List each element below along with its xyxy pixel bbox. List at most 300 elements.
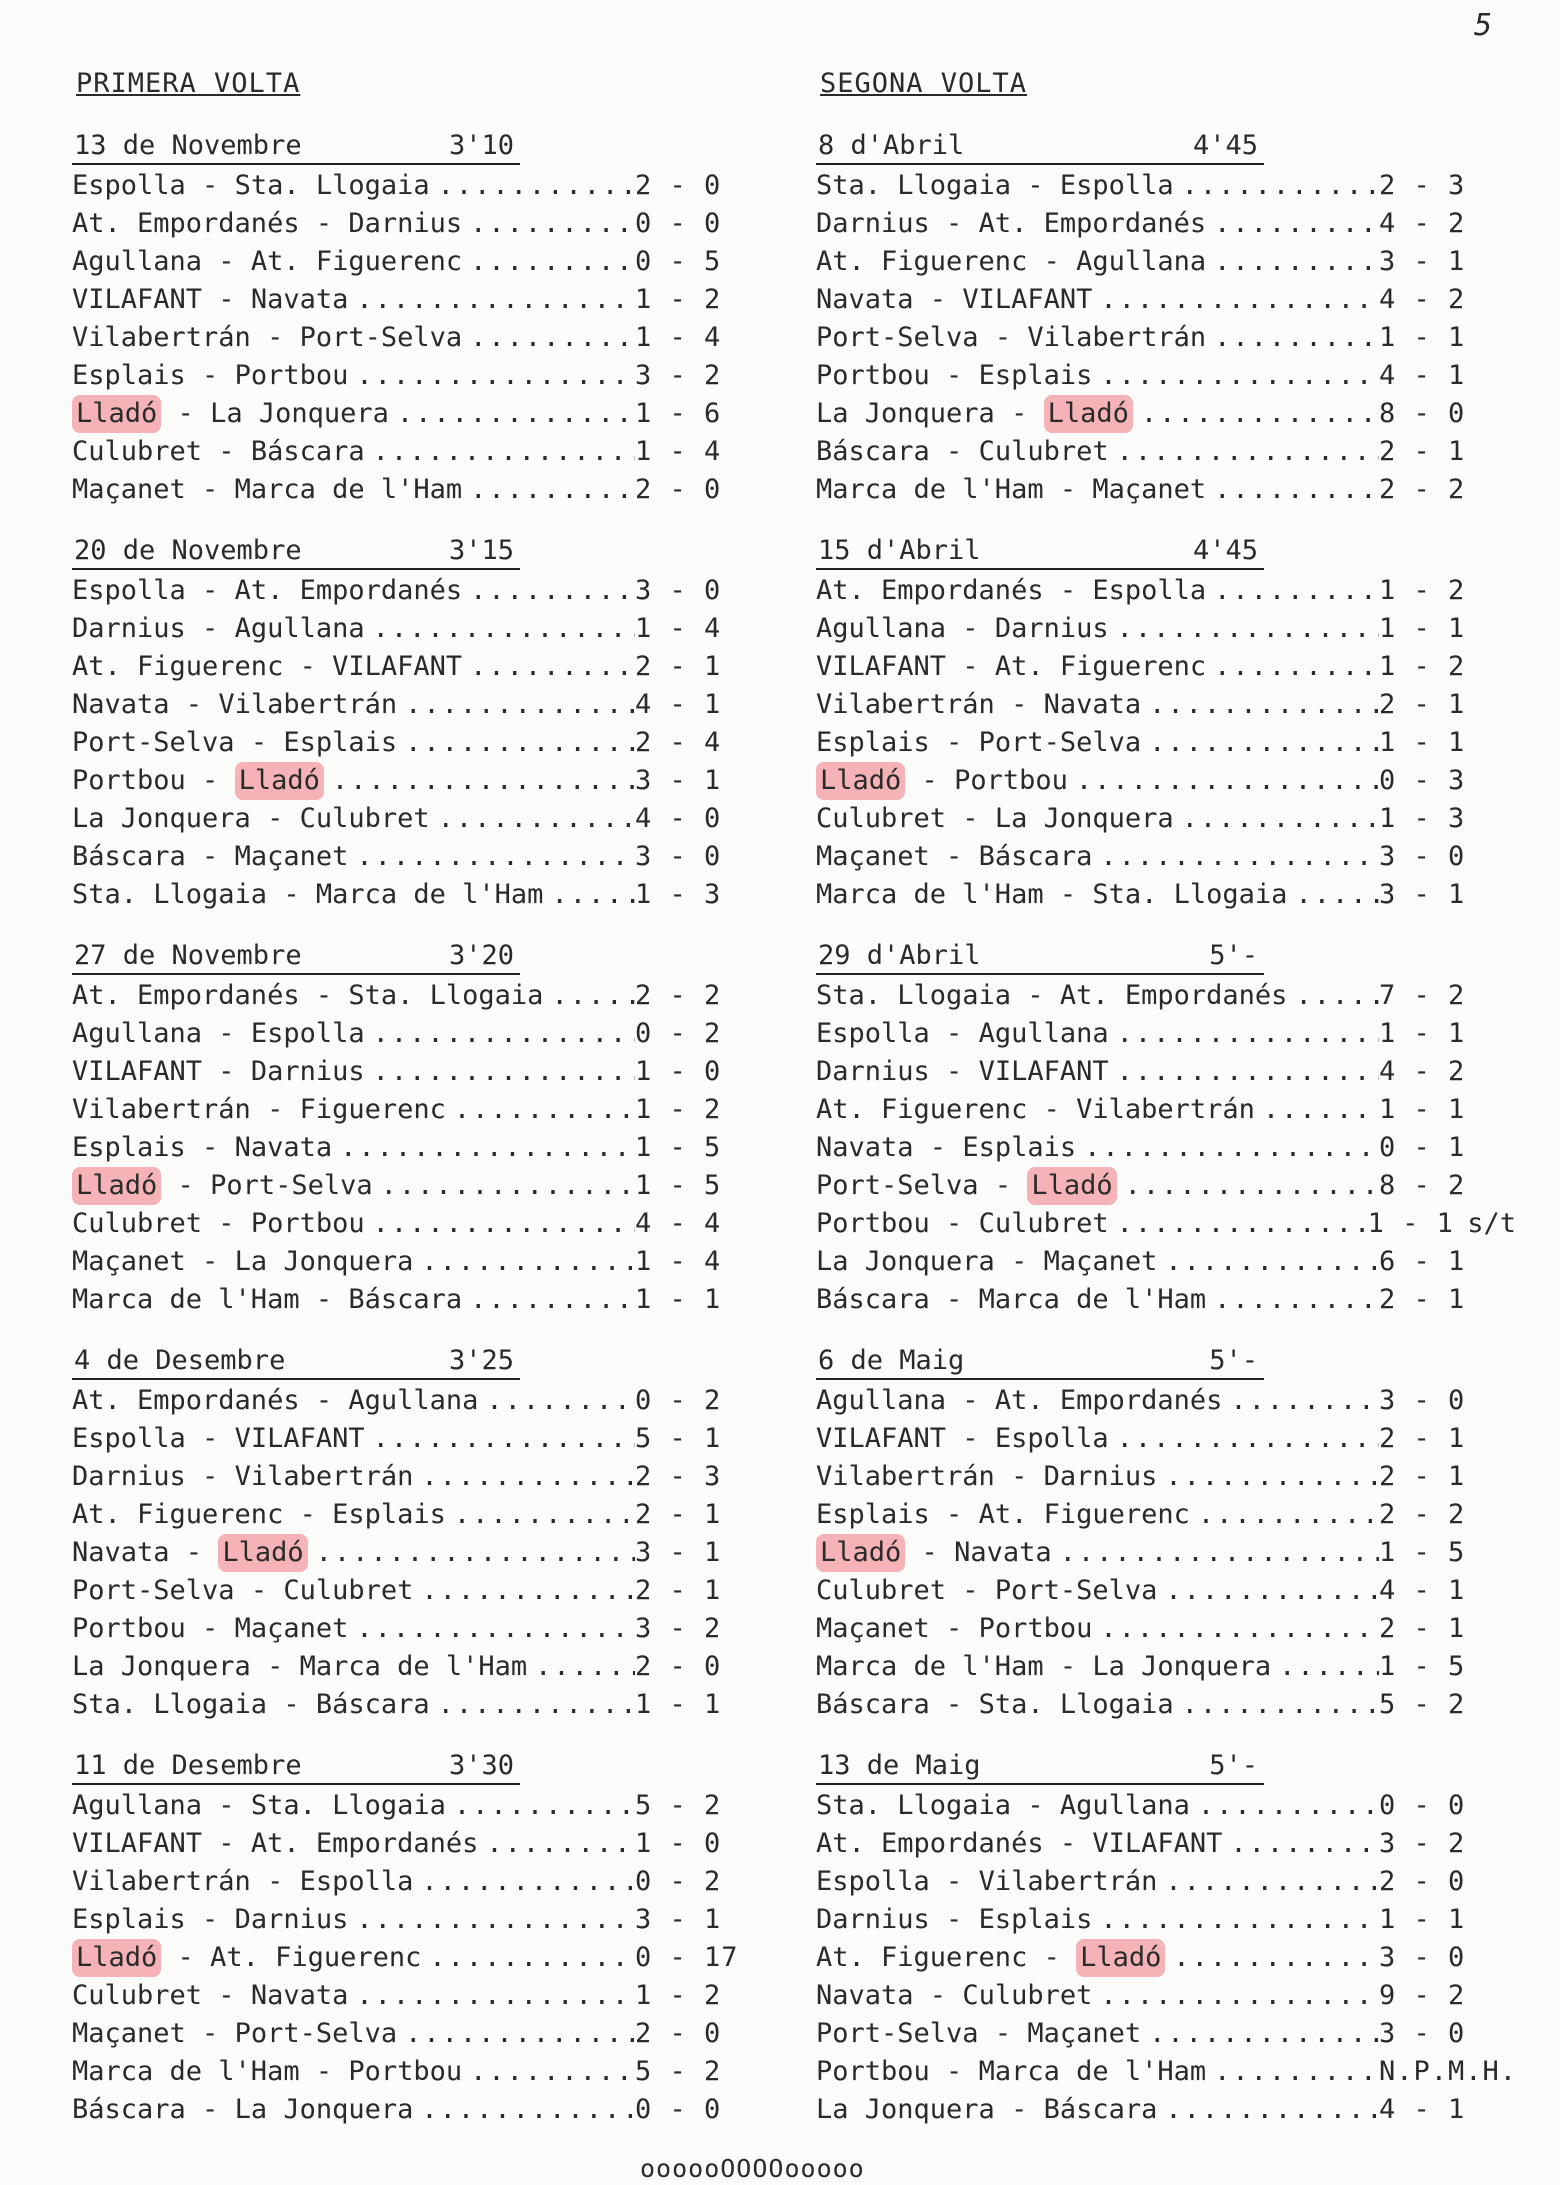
home-team: Navata xyxy=(72,689,170,720)
leader-dots xyxy=(1100,1610,1379,1648)
home-team: Vilabertrán xyxy=(72,1094,251,1125)
match-score: 4 - 1 xyxy=(1379,360,1466,391)
team-separator: - xyxy=(929,208,979,239)
home-team: VILAFANT xyxy=(72,1828,203,1859)
team-separator: - xyxy=(929,1499,979,1530)
home-team: Esplais xyxy=(816,1499,930,1530)
team-separator: - xyxy=(185,1904,235,1935)
match-score: 4 - 1 xyxy=(1379,1575,1466,1606)
match-teams xyxy=(816,1686,1379,1724)
match-teams xyxy=(816,1205,1368,1243)
match-teams xyxy=(72,1458,635,1496)
leader-dots xyxy=(1295,977,1379,1015)
match-score: 2 - 0 xyxy=(635,474,722,505)
team-separator: - xyxy=(299,1385,349,1416)
match-row xyxy=(72,471,772,509)
away-team: VILAFANT xyxy=(1092,1828,1223,1859)
match-score: 5 - 1 xyxy=(635,1423,722,1454)
match-row xyxy=(816,762,1516,800)
match-row xyxy=(816,724,1516,762)
away-team: Vilabertrán xyxy=(234,1461,414,1492)
away-team: Marca de l'Ham xyxy=(978,1284,1207,1315)
leader-dots xyxy=(405,724,635,762)
match-score: 3 - 1 xyxy=(635,1537,722,1568)
away-team: Espolla xyxy=(994,1423,1109,1454)
match-score: 1 - 1 xyxy=(1367,1208,1454,1239)
home-team: Navata xyxy=(816,284,914,315)
leader-dots xyxy=(1198,1787,1379,1825)
match-row xyxy=(72,648,772,686)
match-score: 1 - 5 xyxy=(1379,1537,1466,1568)
leader-dots xyxy=(356,838,635,876)
home-team: Báscara xyxy=(816,1284,930,1315)
team-separator: - xyxy=(913,284,963,315)
leader-dots xyxy=(454,1496,635,1534)
away-team: Port-Selva xyxy=(210,1170,373,1201)
match-score: 3 - 2 xyxy=(635,360,722,391)
match-teams xyxy=(816,876,1379,914)
home-team: Agullana xyxy=(72,1018,203,1049)
match-row xyxy=(816,800,1516,838)
home-team: At. Empordanés xyxy=(816,575,1044,606)
match-teams xyxy=(72,1205,635,1243)
match-teams xyxy=(72,471,635,509)
away-team: Darnius xyxy=(348,208,463,239)
home-team: At. Empordanés xyxy=(816,1828,1044,1859)
team-separator: - xyxy=(283,1499,333,1530)
away-team: Port-Selva xyxy=(299,322,463,353)
team-separator: - xyxy=(929,1284,979,1315)
away-team: VILAFANT xyxy=(332,651,463,682)
match-score: 1 - 2 xyxy=(1379,575,1466,606)
away-team: Marca de l'Ham xyxy=(234,474,463,505)
match-teams xyxy=(72,1787,635,1825)
home-team: VILAFANT xyxy=(72,1056,203,1087)
match-score: 4 - 2 xyxy=(1379,284,1466,315)
home-team: Culubret xyxy=(816,1575,947,1606)
match-row xyxy=(816,1939,1516,1977)
match-score: 1 - 2 xyxy=(635,1980,722,2011)
team-separator: - xyxy=(267,1689,316,1720)
leader-dots xyxy=(470,2053,635,2091)
leader-dots xyxy=(1214,319,1379,357)
leader-dots xyxy=(373,610,635,648)
home-team: Culubret xyxy=(72,1980,203,2011)
match-row xyxy=(72,1091,772,1129)
away-team: Lladó xyxy=(218,1534,307,1572)
match-teams xyxy=(816,1610,1379,1648)
away-team: Portbou xyxy=(978,1613,1093,1644)
match-teams xyxy=(816,1420,1379,1458)
leader-dots xyxy=(1198,1496,1379,1534)
match-score: 3 - 1 xyxy=(1379,246,1466,277)
round-date: 29 d'Abril xyxy=(818,940,981,971)
home-team: Vilabertrán xyxy=(816,1461,995,1492)
team-separator: - xyxy=(1011,980,1060,1011)
round-block xyxy=(72,940,772,1319)
away-team: Darnius xyxy=(994,613,1109,644)
match-teams xyxy=(816,1015,1379,1053)
away-team: Port-Selva xyxy=(994,1575,1158,1606)
leader-dots xyxy=(405,2015,635,2053)
match-score: 4 - 4 xyxy=(635,1208,722,1239)
home-team: La Jonquera xyxy=(816,398,995,429)
team-separator: - xyxy=(185,2018,235,2049)
home-team: Darnius xyxy=(816,1056,930,1087)
home-team: Vilabertrán xyxy=(72,1866,251,1897)
match-teams xyxy=(816,243,1379,281)
match-teams xyxy=(816,800,1379,838)
leader-dots xyxy=(1182,1686,1379,1724)
away-team: Culubret xyxy=(962,1980,1093,2011)
match-teams xyxy=(72,2015,635,2053)
leader-dots xyxy=(1100,1901,1379,1939)
away-team: Portbou xyxy=(954,765,1068,796)
away-team: La Jonquera xyxy=(234,2094,414,2125)
match-row xyxy=(72,2091,772,2129)
leader-dots xyxy=(1125,1167,1379,1205)
match-teams xyxy=(816,1901,1379,1939)
home-team: Port-Selva xyxy=(72,1575,235,1606)
match-row xyxy=(72,762,772,800)
home-team: Agullana xyxy=(816,613,947,644)
match-teams xyxy=(816,1534,1379,1572)
round-time: 5'- xyxy=(1209,940,1258,971)
match-teams xyxy=(72,1496,635,1534)
away-team: Darnius xyxy=(1043,1461,1158,1492)
away-team: Agullana xyxy=(1059,1790,1190,1821)
match-row xyxy=(72,1205,772,1243)
away-team: La Jonquera xyxy=(1092,1651,1272,1682)
team-separator: - xyxy=(250,803,300,834)
match-row xyxy=(72,1648,772,1686)
match-teams xyxy=(816,1281,1379,1319)
home-team: At. Figuerenc xyxy=(72,651,284,682)
match-teams xyxy=(816,357,1379,395)
away-team: Portbou xyxy=(250,1208,365,1239)
match-score: 2 - 1 xyxy=(1379,1613,1466,1644)
team-separator: - xyxy=(929,1208,979,1239)
match-score: 3 - 1 xyxy=(635,765,722,796)
away-team: Lladó xyxy=(1076,1939,1165,1977)
match-teams xyxy=(72,1015,635,1053)
match-row xyxy=(816,648,1516,686)
match-teams xyxy=(72,1977,635,2015)
match-row xyxy=(816,1420,1516,1458)
first-round-title: PRIMERA VOLTA xyxy=(76,68,301,99)
team-separator: - xyxy=(185,474,235,505)
page-number: 5 xyxy=(1474,8,1493,43)
match-row xyxy=(816,1648,1516,1686)
leader-dots xyxy=(1214,648,1379,686)
away-team: Vilabertrán xyxy=(978,1866,1158,1897)
match-score: 1 - 6 xyxy=(635,398,722,429)
round-block xyxy=(816,940,1516,1319)
team-separator: - xyxy=(978,1170,1028,1201)
leader-dots xyxy=(454,1091,635,1129)
away-team: Figuerenc xyxy=(299,1094,446,1125)
match-score: 0 - 0 xyxy=(635,2094,722,2125)
leader-dots xyxy=(470,1281,635,1319)
team-separator: - xyxy=(994,689,1044,720)
match-row xyxy=(72,167,772,205)
match-teams xyxy=(816,1977,1379,2015)
match-score: 1 - 1 xyxy=(1379,727,1466,758)
leader-dots xyxy=(1117,1015,1379,1053)
match-row xyxy=(72,838,772,876)
match-teams xyxy=(72,838,635,876)
round-time: 4'45 xyxy=(1192,130,1258,161)
match-teams xyxy=(816,1167,1379,1205)
match-row xyxy=(816,876,1516,914)
home-team: Báscara xyxy=(72,841,186,872)
home-team: Espolla xyxy=(816,1866,930,1897)
home-team: Culubret xyxy=(816,803,947,834)
team-separator: - xyxy=(185,765,235,796)
match-row xyxy=(816,319,1516,357)
match-teams xyxy=(72,395,635,433)
away-team: Esplais xyxy=(962,1132,1077,1163)
away-team: La Jonquera xyxy=(234,1246,414,1277)
match-row xyxy=(816,1977,1516,2015)
leader-dots xyxy=(1182,800,1379,838)
away-team: Maçanet xyxy=(1043,1246,1158,1277)
match-row xyxy=(816,433,1516,471)
round-block xyxy=(72,130,772,509)
leader-dots xyxy=(1165,1863,1379,1901)
away-team: VILAFANT xyxy=(234,1423,365,1454)
match-teams xyxy=(72,2091,635,2129)
match-row xyxy=(72,800,772,838)
away-team: Agullana xyxy=(348,1385,479,1416)
match-teams xyxy=(816,1648,1379,1686)
home-team: Marca de l'Ham xyxy=(72,2056,300,2087)
match-score: 4 - 1 xyxy=(1379,2094,1466,2125)
away-team: La Jonquera xyxy=(210,398,389,429)
away-team: Navata xyxy=(234,1132,333,1163)
leader-dots xyxy=(1100,1977,1379,2015)
team-separator: - xyxy=(185,841,235,872)
match-teams xyxy=(72,724,635,762)
match-score: 0 - 5 xyxy=(635,246,722,277)
home-team: Sta. Llogaia xyxy=(72,879,268,910)
match-score: 3 - 0 xyxy=(1379,1942,1466,1973)
home-team: Portbou xyxy=(72,765,186,796)
home-team: Portbou xyxy=(816,2056,930,2087)
leader-dots xyxy=(1165,2091,1379,2129)
away-team: Portbou xyxy=(234,360,349,391)
home-team: Portbou xyxy=(72,1613,186,1644)
round-header xyxy=(72,1345,520,1380)
match-score: 1 - 5 xyxy=(1379,1651,1466,1682)
round-header xyxy=(816,535,1264,570)
away-team: Vilabertrán xyxy=(218,689,398,720)
match-score: 4 - 1 xyxy=(635,689,722,720)
round-time: 3'20 xyxy=(448,940,514,971)
leader-dots xyxy=(1060,1534,1379,1572)
leader-dots xyxy=(1149,2015,1379,2053)
team-separator: - xyxy=(202,1056,251,1087)
match-row xyxy=(816,1572,1516,1610)
team-separator: - xyxy=(929,360,979,391)
team-separator: - xyxy=(202,246,251,277)
away-team: Espolla xyxy=(1092,575,1207,606)
match-score: 5 - 2 xyxy=(635,2056,722,2087)
match-teams xyxy=(72,1281,635,1319)
team-separator: - xyxy=(234,1575,284,1606)
match-row xyxy=(816,1382,1516,1420)
team-separator: - xyxy=(1043,1828,1093,1859)
home-team: Darnius xyxy=(72,1461,186,1492)
match-teams xyxy=(816,762,1379,800)
match-teams xyxy=(816,2015,1379,2053)
team-separator: - xyxy=(267,879,316,910)
match-teams xyxy=(72,1382,635,1420)
team-separator: - xyxy=(946,1423,995,1454)
away-team: Esplais xyxy=(332,1499,446,1530)
team-separator: - xyxy=(250,322,300,353)
match-score: 0 - 2 xyxy=(635,1866,722,1897)
leader-dots xyxy=(470,243,635,281)
match-row xyxy=(72,1382,772,1420)
match-note: s/t xyxy=(1467,1208,1516,1239)
away-team: Maçanet xyxy=(1092,474,1207,505)
match-teams xyxy=(72,762,635,800)
match-row xyxy=(816,838,1516,876)
away-team: Culubret xyxy=(299,803,430,834)
home-team: Portbou xyxy=(816,1208,930,1239)
leader-dots xyxy=(486,1825,635,1863)
match-row xyxy=(816,1901,1516,1939)
team-separator: - xyxy=(1027,246,1077,277)
match-row xyxy=(816,610,1516,648)
match-score: 8 - 0 xyxy=(1379,398,1466,429)
away-team: Portbou xyxy=(348,2056,463,2087)
match-teams xyxy=(72,1053,635,1091)
leader-dots xyxy=(421,2091,635,2129)
match-teams xyxy=(72,1167,635,1205)
home-team: At. Figuerenc xyxy=(816,1094,1028,1125)
team-separator: - xyxy=(185,1423,235,1454)
away-team: Navata xyxy=(250,284,349,315)
match-teams xyxy=(72,319,635,357)
leader-dots xyxy=(1165,1243,1379,1281)
round-time: 5'- xyxy=(1209,1750,1258,1781)
leader-dots xyxy=(438,1686,635,1724)
home-team: Marca de l'Ham xyxy=(816,879,1044,910)
leader-dots xyxy=(470,205,635,243)
match-row xyxy=(72,1534,772,1572)
match-teams xyxy=(816,572,1379,610)
match-teams xyxy=(72,1243,635,1281)
leader-dots xyxy=(1182,167,1379,205)
match-teams xyxy=(72,1534,635,1572)
leader-dots xyxy=(1149,724,1379,762)
match-teams xyxy=(816,1496,1379,1534)
match-row xyxy=(816,1243,1516,1281)
team-separator: - xyxy=(946,803,995,834)
leader-dots xyxy=(1263,1091,1379,1129)
team-separator: - xyxy=(250,1094,300,1125)
match-row xyxy=(72,1572,772,1610)
round-date: 8 d'Abril xyxy=(818,130,965,161)
home-team: Espolla xyxy=(72,575,186,606)
away-team: Marca de l'Ham xyxy=(315,879,544,910)
home-team: La Jonquera xyxy=(72,803,251,834)
match-teams xyxy=(72,205,635,243)
match-row xyxy=(816,1281,1516,1319)
away-team: Navata xyxy=(1043,689,1142,720)
match-teams xyxy=(816,1053,1379,1091)
team-separator: - xyxy=(929,1018,979,1049)
round-date: 15 d'Abril xyxy=(818,535,981,566)
team-separator: - xyxy=(1043,1651,1093,1682)
leader-dots xyxy=(438,800,635,838)
team-separator: - xyxy=(1027,1094,1077,1125)
away-team: Báscara xyxy=(1043,2094,1158,2125)
match-row xyxy=(816,2091,1516,2129)
match-row xyxy=(72,1787,772,1825)
round-header xyxy=(816,130,1264,165)
match-score: 2 - 3 xyxy=(635,1461,722,1492)
match-score: 7 - 2 xyxy=(1379,980,1466,1011)
home-team: Lladó xyxy=(72,395,161,433)
match-score: 3 - 1 xyxy=(1379,879,1466,910)
team-separator: - xyxy=(929,841,979,872)
leader-dots xyxy=(438,167,635,205)
match-teams xyxy=(72,1572,635,1610)
leader-dots xyxy=(1230,1382,1379,1420)
match-row xyxy=(72,1825,772,1863)
leader-dots xyxy=(373,1015,635,1053)
away-team: Espolla xyxy=(250,1018,365,1049)
round-time: 3'30 xyxy=(448,1750,514,1781)
away-team: La Jonquera xyxy=(994,803,1174,834)
leader-dots xyxy=(340,1129,635,1167)
match-row xyxy=(72,1863,772,1901)
match-teams xyxy=(816,319,1379,357)
home-team: Báscara xyxy=(816,1689,930,1720)
away-team: Vilabertrán xyxy=(1027,322,1207,353)
away-team: Navata xyxy=(954,1537,1052,1568)
match-row xyxy=(72,1281,772,1319)
match-row xyxy=(816,1091,1516,1129)
match-teams xyxy=(816,205,1379,243)
match-row xyxy=(72,2053,772,2091)
team-separator: - xyxy=(234,727,284,758)
leader-dots xyxy=(373,433,635,471)
match-row xyxy=(72,243,772,281)
match-row xyxy=(816,1863,1516,1901)
match-row xyxy=(72,1167,772,1205)
team-separator: - xyxy=(185,1613,235,1644)
round-header xyxy=(72,1750,520,1785)
match-score: 2 - 0 xyxy=(1379,1866,1466,1897)
match-score: 1 - 4 xyxy=(635,1246,722,1277)
footer-ornament: oooooOOOOooooo xyxy=(640,2154,865,2183)
match-teams xyxy=(72,1863,635,1901)
away-team: VILAFANT xyxy=(978,1056,1109,1087)
team-separator: - xyxy=(283,651,333,682)
match-teams xyxy=(816,167,1379,205)
match-score: 1 - 1 xyxy=(1379,1904,1466,1935)
home-team: Agullana xyxy=(816,1385,947,1416)
leader-dots xyxy=(356,281,635,319)
team-separator: - xyxy=(929,2056,979,2087)
match-teams xyxy=(816,648,1379,686)
rounds-list xyxy=(72,130,772,2129)
match-teams xyxy=(72,648,635,686)
